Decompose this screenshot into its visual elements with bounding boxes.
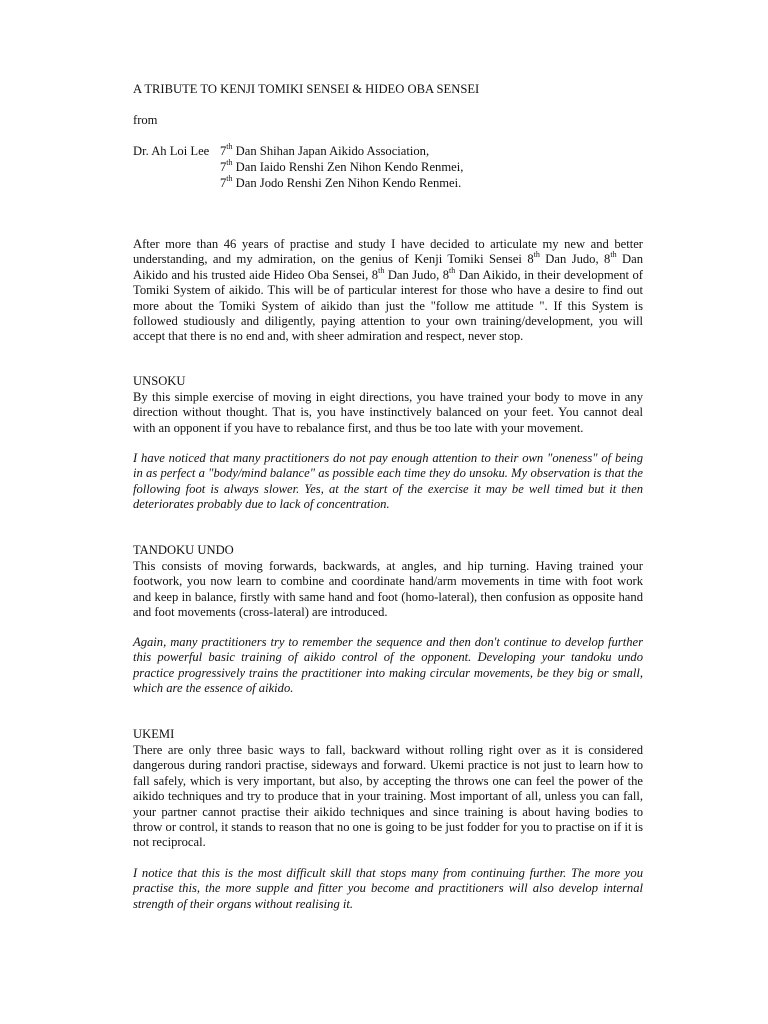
credential-2-ordinal: th	[226, 157, 233, 167]
credential-3-number: 7	[220, 176, 227, 190]
section-note-ukemi: I notice that this is the most difficult skill that stops many from continuing further. The more you practise this, the more supple and fitter you become and practitioners will also develop internal strength of their organs without realising it.	[133, 866, 643, 911]
credential-3-text: Dan Jodo Renshi Zen Nihon Kendo Renmei.	[232, 176, 462, 190]
author-name: Dr. Ah Loi Lee	[133, 144, 210, 158]
credential-1-ordinal: th	[226, 141, 233, 151]
document-title: A TRIBUTE TO KENJI TOMIKI SENSEI & HIDEO OBA SENSEI	[133, 82, 480, 96]
author-credential-line-1	[133, 141, 430, 159]
credential-1-number: 7	[220, 144, 227, 158]
section-heading-tandoku-undo: TANDOKU UNDO	[133, 543, 234, 557]
section-note-unsoku: I have noticed that many practitioners do not pay enough attention to their own "oneness" of being in as perfect a "body/mind balance" as possible each time they do unsoku. My observation is that the following foot is always slower. Yes, at the start of the exercise it may be well timed but it then deteriorates probably due to lack of concentration.	[133, 451, 643, 512]
section-body-tandoku-undo: This consists of moving forwards, backwards, at angles, and hip turning. Having trained your footwork, you now learn to combine and coordinate hand/arm movements in time with foot work and keep in balance, firstly with same hand and foot (homo-lateral), then confusion as opposite hand and foot movements (cross-lateral) are introduced.	[133, 559, 643, 620]
credential-2-number: 7	[220, 160, 227, 174]
intro-paragraph: After more than 46 years of practise and study I have decided to articulate my new and better understanding, and my admiration, on the genius of Kenji Tomiki Sensei 8th Dan Judo, 8th Dan Aikido and his trusted aide Hideo Oba Sensei, 8th Dan Judo, 8th Dan Aikido, in their development of Tomiki System of aikido. This will be of particular interest for those who have a desire to find out more about the Tomiki System of aikido than just the "follow me attitude ". If this System is followed studiously and diligently, paying attention to your own training/development, you will accept that there is no end and, with sheer admiration and respect, never stop.	[133, 237, 643, 344]
section-body-ukemi: There are only three basic ways to fall, backward without rolling right over as it is considered dangerous during randori practise, sideways and forward. Ukemi practice is not just to learn how to fall safely, which is very important, but also, by accepting the throws one can feel the power of the aikido techniques and try to produce that in your training. Most important of all, unless you can fall, your partner cannot practise their aikido techniques and since training is about having bodies to throw or control, it stands to reason that no one is going to be just fodder for you to practise on if it is not reciprocal.	[133, 743, 643, 850]
credential-3-ordinal: th	[226, 173, 233, 183]
credential-1-text: Dan Shihan Japan Aikido Association,	[232, 144, 430, 158]
author-credential-line-3	[133, 173, 462, 191]
section-body-unsoku: By this simple exercise of moving in eight directions, you have trained your body to move in any direction without thought. That is, you have instinctively balanced on your feet. You cannot deal with an opponent if you have to rebalance first, and thus be too late with your movement.	[133, 390, 643, 435]
from-label: from	[133, 113, 158, 127]
credential-2-text: Dan Iaido Renshi Zen Nihon Kendo Renmei,	[232, 160, 464, 174]
section-heading-unsoku: UNSOKU	[133, 374, 186, 388]
section-note-tandoku-undo: Again, many practitioners try to remember the sequence and then don't continue to develop further this powerful basic training of aikido control of the opponent. Developing your tandoku undo practice progressively trains the practitioner into making circular movements, be they big or small, which are the essence of aikido.	[133, 635, 643, 696]
section-heading-ukemi: UKEMI	[133, 727, 175, 741]
author-credential-line-2	[133, 157, 464, 175]
